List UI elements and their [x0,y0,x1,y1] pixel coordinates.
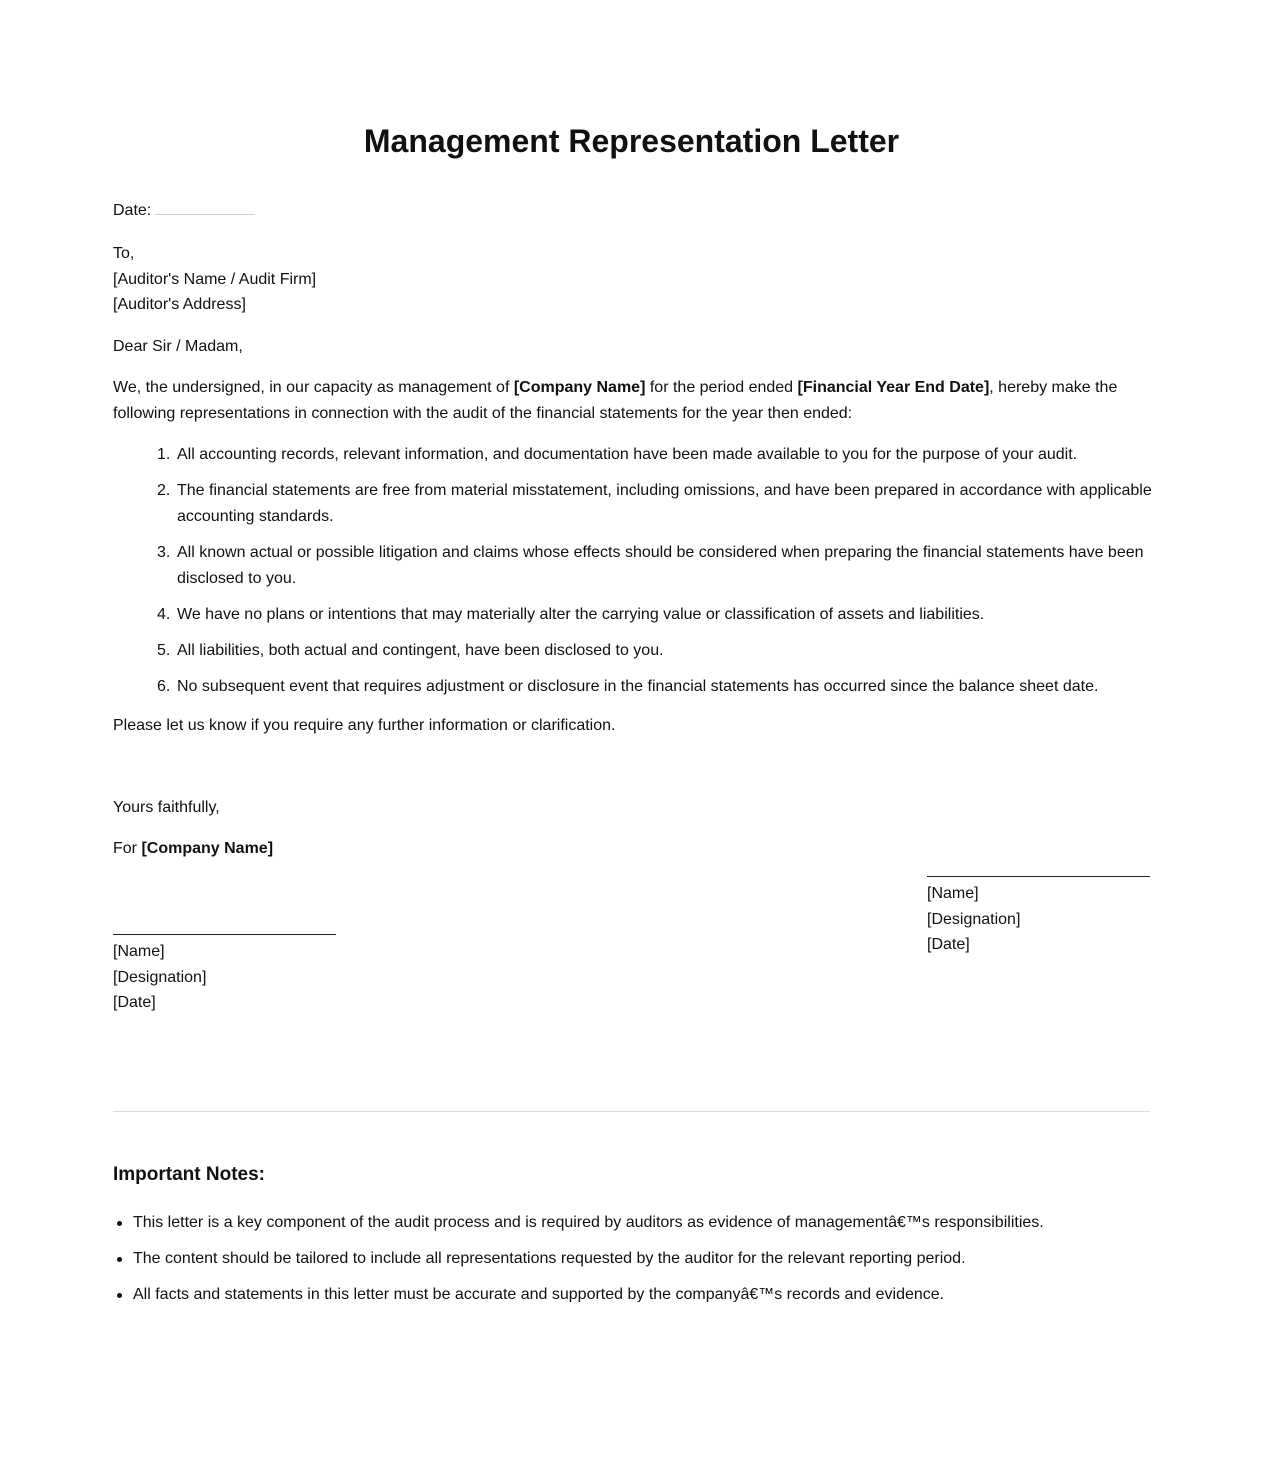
signature-line [927,876,1150,877]
salutation: Dear Sir / Madam, [113,338,243,355]
for-prefix: For [113,840,142,857]
for-company-line [113,836,273,862]
list-item [157,602,1157,628]
note-text: All facts and statements in this letter must be accurate and supported by the companyâ€™s records and evidence. [133,1286,945,1302]
section-divider [113,1111,1150,1112]
signature-block-left [113,934,336,1016]
notes-heading: Important Notes: [113,1164,265,1185]
list-item [157,478,1157,530]
list-item-text: We have no plans or intentions that may materially alter the carrying value or classification of assets and liabilities. [177,606,985,623]
date-blank-field[interactable] [155,200,255,215]
list-item-number: 1. [157,446,171,463]
list-item-text: All known actual or possible litigation and claims whose effects should be considered when preparing the financial statements have been disclosed to you. [177,544,1144,587]
list-item [113,1282,1150,1302]
list-item [157,540,1157,592]
list-item-number: 2. [157,482,171,499]
list-item-text: All accounting records, relevant information, and documentation have been made available to you for the purpose of your audit. [177,446,1078,463]
intro-text-3: , hereby make the following representations in connection with the audit of the financial statements for the year then ended: [113,379,1118,422]
notes-viewport [113,1210,1150,1302]
representations-list [157,442,1157,710]
signatory-date: [Date] [113,994,156,1011]
list-item [113,1246,1150,1272]
recipient-to: To, [113,245,135,262]
signatory-name: [Name] [927,885,979,902]
recipient-auditor-name: [Auditor's Name / Audit Firm] [113,270,317,288]
date-label: Date: [113,202,152,219]
signature-block-right [927,876,1150,958]
page-title: Management Representation Letter [363,123,900,159]
recipient-auditor-address: [Auditor's Address] [113,296,246,313]
list-item [113,1210,1150,1236]
intro-company-name: [Company Name] [513,379,646,396]
intro-text-1: We, the undersigned, in our capacity as management of [113,379,514,396]
list-item [157,638,1157,664]
signatory-designation: [Designation] [113,968,207,986]
list-item-text: All liabilities, both actual and contingent, have been disclosed to you. [177,642,664,659]
list-item-number: 6. [157,678,171,695]
notes-list [113,1210,1150,1302]
signatory-date: [Date] [927,936,970,953]
list-item-number: 3. [157,544,171,561]
signatory-designation: [Designation] [927,910,1021,928]
date-row [113,198,255,224]
note-text: The content should be tailored to include all representations requested by the auditor for the relevant reporting period. [133,1250,966,1267]
intro-text-2: for the period ended [645,379,798,396]
signature-line [113,934,336,935]
signatory-name: [Name] [113,943,165,960]
valediction: Yours faithfully, [113,799,220,816]
list-item-number: 5. [157,642,171,659]
closing-paragraph: Please let us know if you require any further information or clarification. [113,717,616,734]
list-item-text: No subsequent event that requires adjustment or disclosure in the financial statements has occurred since the balance sheet date. [177,678,1099,695]
for-company-name: [Company Name] [141,840,274,857]
list-item-number: 4. [157,606,171,623]
intro-fy-end-date: [Financial Year End Date] [797,379,990,396]
intro-paragraph [113,375,1150,427]
list-item [157,674,1157,700]
list-item [157,442,1157,468]
bullet-icon [117,1293,122,1298]
recipient-address [113,241,316,318]
list-item-text: The financial statements are free from material misstatement, including omissions, and have been prepared in accordance with applicable accounting standards. [177,482,1152,525]
bullet-icon [117,1221,122,1226]
bullet-icon [117,1257,122,1262]
note-text: This letter is a key component of the audit process and is required by auditors as evidence of managementâ€™s responsibilities. [133,1214,1044,1231]
